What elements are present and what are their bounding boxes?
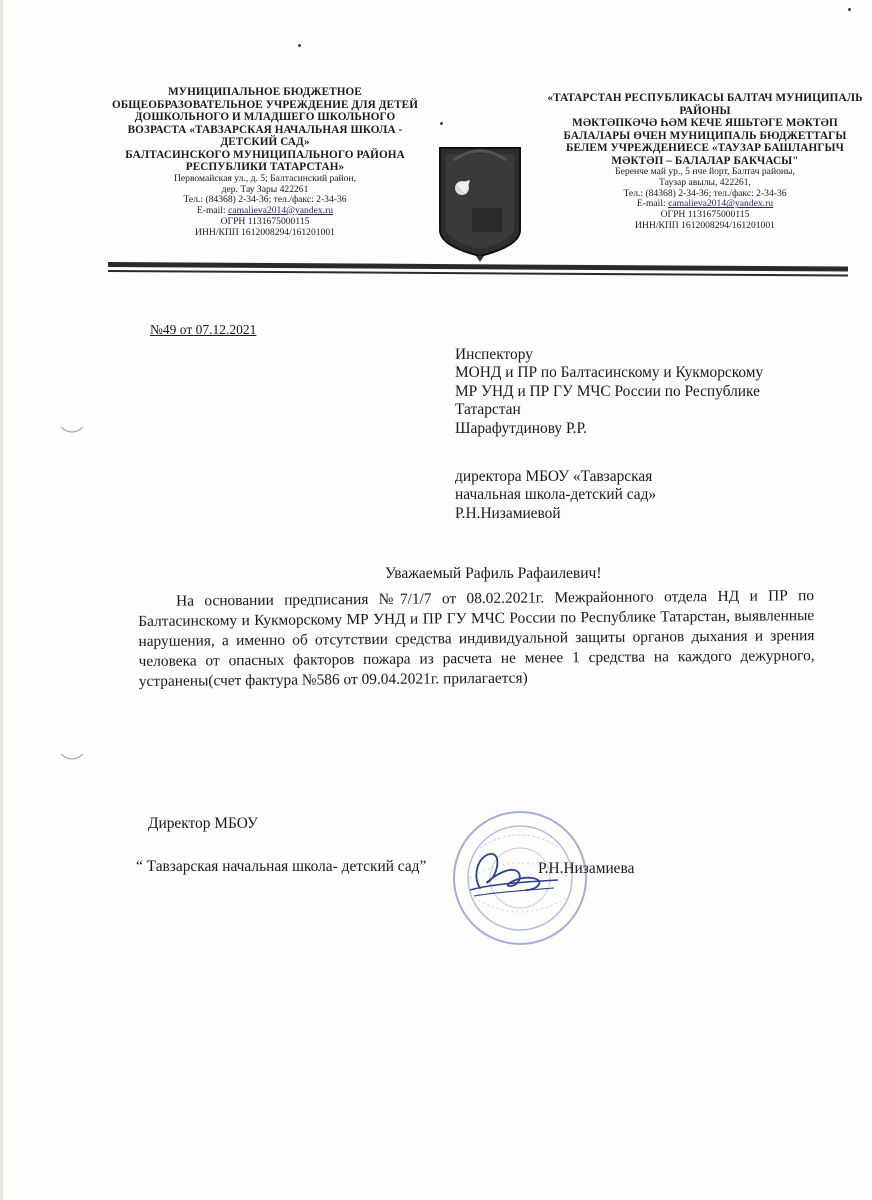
email-link[interactable]: camalieva2014@yandex.ru [668, 198, 774, 210]
email-label: E-mail: [196, 205, 229, 217]
header-left-org-line: ДОШКОЛЬНОГО И МЛАДШЕГО ШКОЛЬНОГО [134, 111, 396, 124]
punch-hole-mark [60, 425, 84, 435]
header-right-address-line: Таузар авылы, 422261, [659, 177, 751, 189]
addressee-line: Шарафутдинову Р.Р. [455, 419, 587, 437]
header-right-ogrn: ОГРН 1131675000115 [660, 209, 750, 221]
email-label: E-mail: [636, 198, 669, 210]
sender-block [455, 468, 835, 523]
header-right-org-line: БЕЛЕМ УЧРЕЖДЕНИЕСЕ «ТАУЗАР БАШЛАНГЫЧ [566, 142, 844, 155]
sender-line: директора МБОУ «Тавзарская [455, 468, 653, 485]
header-left-org [100, 86, 430, 174]
header-right-address-line: Тел.: (84368) 2-34-36; тел./факс: 2-34-36 [623, 187, 787, 199]
addressee-line: МР УНД и ПР ГУ МЧС России по Республике [455, 382, 760, 400]
signature-title: Директор МБОУ [148, 815, 258, 832]
signature-organization: “ Тавзарская начальная школа- детский сад” [136, 858, 427, 875]
sender-line: начальная школа-детский сад» [455, 486, 657, 504]
scan-edge [0, 0, 3, 1200]
header-left-org-line: РЕСПУБЛИКИ ТАТАРСТАН» [185, 161, 345, 174]
header-right-org [540, 92, 870, 167]
header-right-contacts [540, 167, 870, 231]
header-right-inn: ИНН/КПП 1612008294/161201001 [635, 219, 775, 231]
header-left-contacts [100, 174, 430, 238]
email-link[interactable]: camalieva2014@yandex.ru [228, 205, 334, 217]
header-right-org-line: РАЙОНЫ [679, 104, 731, 117]
header-left-org-line: БАЛТАСИНСКОГО МУНИЦИПАЛЬНОГО РАЙОНА [125, 148, 405, 161]
punch-hole-mark [60, 752, 84, 762]
header-left-address-line: Тел.: (84368) 2-34-36; тел./факс: 2-34-36 [183, 194, 347, 206]
document-number-date: №49 от 07.12.2021 [150, 322, 257, 337]
sender-line: Р.Н.Низамиевой [455, 504, 561, 522]
scan-speck [298, 44, 301, 47]
header-left-address-line: дер. Тау Зары 422261 [221, 183, 309, 195]
header-right-org-line: «ТАТАРСТАН РЕСПУБЛИКАСЫ БАЛТАЧ МУНИЦИПАЛЬ [547, 92, 863, 104]
header-left [100, 86, 430, 238]
header-right-address-line: Беренче май ур., 5 нче йорт, Балтач районы, [615, 166, 795, 178]
header-left-address-line: Первомайская ул., д. 5; Балтасинский район, [173, 172, 357, 184]
header-left-ogrn: ОГРН 1131675000115 [220, 215, 310, 227]
addressee-block [455, 346, 835, 438]
addressee-line: Татарстан [455, 401, 521, 419]
signatory-name: Р.Н.Низамиева [538, 860, 635, 877]
header-left-org-line: ВОЗРАСТА «ТАВЗАРСКАЯ НАЧАЛЬНАЯ ШКОЛА - [127, 123, 403, 136]
header-left-inn: ИНН/КПП 1612008294/161201001 [195, 226, 335, 238]
header-right-org-line: МӘКТӘП – БАЛАЛАР БАКЧАСЫ" [611, 154, 799, 167]
header-right-org-line: МӘКТӘПКӘЧӘ ҺӘМ КЕЧЕ ЯШЬТӘГЕ МӘКТӘП [572, 117, 838, 130]
addressee-line: МОНД и ПР по Балтасинскому и Кукморскому [455, 364, 764, 382]
header-left-org-line: МУНИЦИПАЛЬНОЕ БЮДЖЕТНОЕ [168, 86, 362, 98]
body-paragraph: На основании предписания №7/1/7 от 08.02.2021г. Межрайонного отдела НД и ПР по Балтасинскому и Кукморскому МР УНД и ПР ГУ МЧС России по Республике Татарстан, выявленные нарушения, а именно об отсутствии средства индивидуальной защиты органов дыхания и зрения человека от опасных факторов пожара из расчета не менее 1 средства на каждого дежурного, устранены(счет фактура №586 от 09.04.2021г. прилагается) [138, 587, 815, 691]
coat-of-arms-emblem [432, 138, 528, 262]
header-right-org-line: БАЛАЛАРЫ ӨЧЕН МУНИЦИПАЛЬ БЮДЖЕТТАГЫ [563, 129, 847, 142]
header-left-org-line: ОБЩЕОБРАЗОВАТЕЛЬНОЕ УЧРЕЖДЕНИЕ ДЛЯ ДЕТЕЙ [111, 98, 419, 111]
header-divider-thin [108, 270, 848, 277]
header-right [540, 92, 870, 232]
greeting: Уважаемый Рафиль Рафаилевич! [385, 565, 602, 582]
header-left-org-line: ДЕТСКИЙ САД» [220, 136, 310, 149]
scan-speck [848, 8, 851, 11]
addressee-line: Инспектору [455, 346, 533, 363]
scan-speck [440, 122, 443, 125]
